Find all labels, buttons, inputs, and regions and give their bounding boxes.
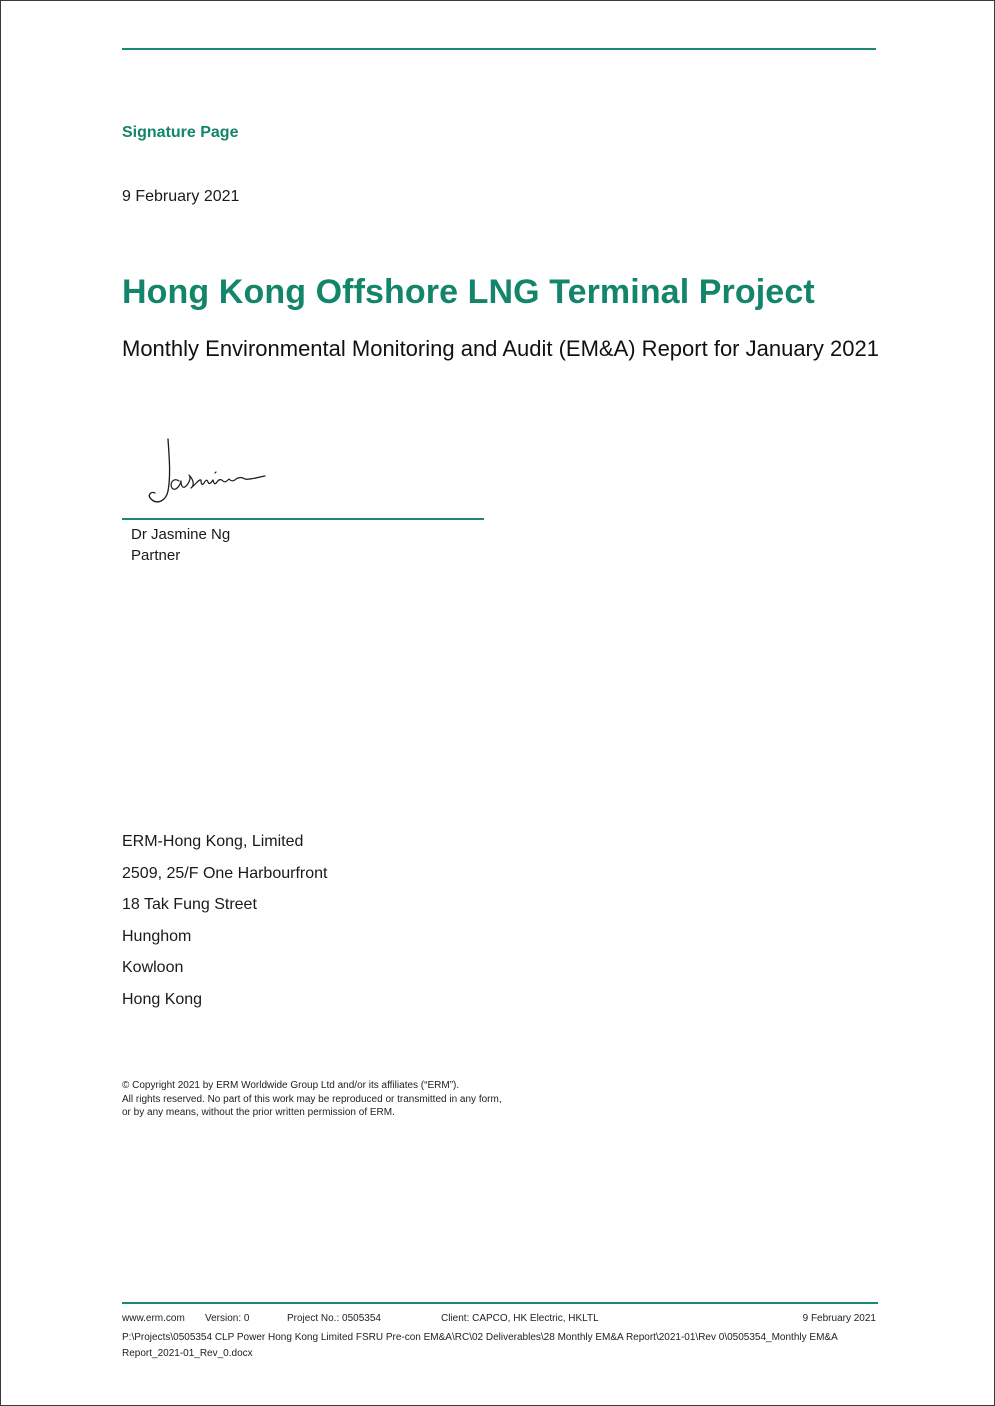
footer-client: Client: CAPCO, HK Electric, HKLTL: [441, 1313, 599, 1324]
address-line: Kowloon: [122, 959, 184, 977]
copyright-line: or by any means, without the prior written permission of ERM.: [122, 1107, 395, 1118]
report-subtitle: Monthly Environmental Monitoring and Audit (EM&A) Report for January 2021: [122, 336, 879, 361]
company-address: [122, 832, 327, 1022]
section-label: Signature Page: [122, 124, 239, 141]
signatory-name: Dr Jasmine Ng: [131, 526, 231, 543]
page-footer: [122, 1313, 876, 1362]
footer-website: www.erm.com: [122, 1313, 185, 1324]
address-line: ERM-Hong Kong, Limited: [122, 833, 304, 850]
footer-date: 9 February 2021: [802, 1313, 876, 1324]
copyright-line: © Copyright 2021 by ERM Worldwide Group Ltd and/or its affiliates (“ERM”).: [122, 1080, 460, 1091]
signatory-block: [131, 524, 230, 566]
address-line: Hong Kong: [122, 990, 203, 1008]
address-line: 18 Tak Fung Street: [122, 896, 257, 914]
signature-line: [122, 518, 484, 520]
footer-rule: [122, 1302, 878, 1304]
footer-file-path: P:\Projects\0505354 CLP Power Hong Kong Limited FSRU Pre-con EM&A\RC\02 Deliverables\28 Monthly EM&A Report\2021-01\Rev 0\0505354_Monthly EM&A Report_2021-01_Rev_0.docx: [122, 1332, 838, 1359]
page-title: Hong Kong Offshore LNG Terminal Project: [122, 273, 815, 311]
footer-version: Version: 0: [205, 1313, 250, 1324]
report-date: 9 February 2021: [122, 188, 240, 205]
address-line: 2509, 25/F One Harbourfront: [122, 864, 328, 882]
signatory-role: Partner: [131, 547, 181, 564]
copyright-line: All rights reserved. No part of this work may be reproduced or transmitted in any form,: [122, 1093, 502, 1105]
address-line: Hunghom: [122, 927, 192, 945]
header-rule: [122, 48, 876, 50]
handwritten-signature: [141, 433, 281, 513]
copyright-notice: [122, 1079, 502, 1120]
footer-project-number: Project No.: 0505354: [287, 1313, 381, 1324]
